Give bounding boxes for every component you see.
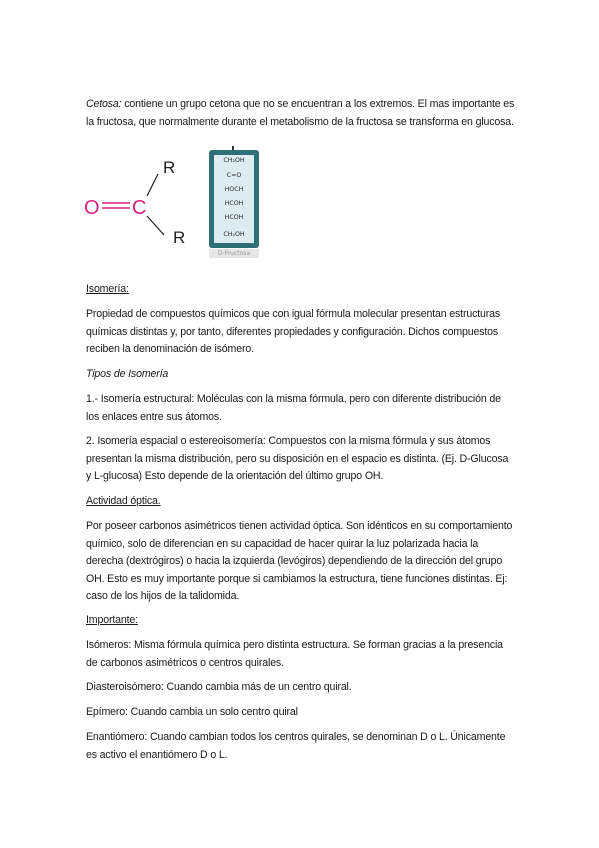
diastereoisomero-definition: Diasteroisómero: Cuando cambia más de un centro quiral.: [86, 681, 352, 693]
isomeros-definition: Isómeros: Misma fórmula química pero distinta estructura. Se forman gracias a la presencia de carbonos asimétricos o centros quirales.: [86, 639, 503, 669]
carbon-atom-label: C: [132, 197, 147, 219]
fructose-line-5: HCOH: [224, 214, 244, 221]
tipos-heading-text: Tipos de Isomería: [86, 368, 169, 380]
fructose-line-4: HCOH: [224, 200, 244, 207]
fructose-line-2: C=O: [226, 172, 242, 179]
actividad-paragraph: Por poseer carbonos asimétricos tienen actividad óptica. Son idénticos en su comportamiento químico, solo de diferencian en su capacidad de hacer quirar la luz polarizada hacia la derecha (dextrógiros) o hacia la izquierda (levógiros) dependiendo de la dirección del grupo OH. Esto es muy importante porque si cambiamos la estructura, tiene funciones distintas. Ej: caso de los hijos de la talidomida.: [86, 520, 513, 602]
fructose-structure-image: [209, 150, 259, 248]
fructose-caption: D-Fructosa: [209, 249, 259, 258]
importante-heading: Importante:: [86, 614, 138, 626]
bond-to-r-bottom: [147, 216, 164, 235]
epimero-definition: Epímero: Cuando cambia un solo centro quiral: [86, 706, 298, 718]
r-bottom-label: R: [173, 228, 186, 247]
bond-to-r-top: [147, 174, 158, 196]
actividad-heading: Actividad óptica.: [86, 495, 161, 507]
cetosa-paragraph: [86, 96, 516, 131]
enantiomero-definition: Enantiómero: Cuando cambian todos los centros quirales, se denominan D o L. Únicamente es activo el enantiómero D o L.: [86, 731, 506, 761]
cetosa-text: contiene un grupo cetona que no se encuentran a los extremos. El mas importante es la fructosa, que normalmente durante el metabolismo de la fructosa se transforma en glucosa.: [86, 98, 515, 128]
oxygen-atom-label: O: [84, 197, 100, 219]
fructose-structure-panel: [214, 155, 254, 243]
tipos-heading: [86, 366, 516, 384]
fructose-line-3: HOCH: [224, 186, 244, 193]
cetosa-term: Cetosa:: [86, 98, 122, 110]
r-top-label: R: [163, 158, 176, 177]
isomeria-paragraph: Propiedad de compuestos químicos que con igual fórmula molecular presentan estructuras químicas distintas y, por tanto, diferentes propiedades y configuración. Dichos compuestos reciben la denominación de isómero.: [86, 308, 501, 355]
tipos-item-1: 1.- Isomería estructural: Moléculas con la misma fórmula, pero con diferente distribución de los enlaces entre sus átomos.: [86, 393, 501, 423]
isomeria-heading: Isomería:: [86, 283, 129, 295]
fructose-line-6: CH₂OH: [223, 231, 245, 238]
tipos-item-2: 2. Isomería espacial o estereoisomería: Compuestos con la misma fórmula y sus átomos presentan la misma distribución, pero su disposición en el espacio es distinta. (Ej. D-Glucosa y L-glucosa) Esto depende de la orientación del último grupo OH.: [86, 435, 509, 482]
fructose-line-1: CH₂OH: [223, 157, 245, 164]
